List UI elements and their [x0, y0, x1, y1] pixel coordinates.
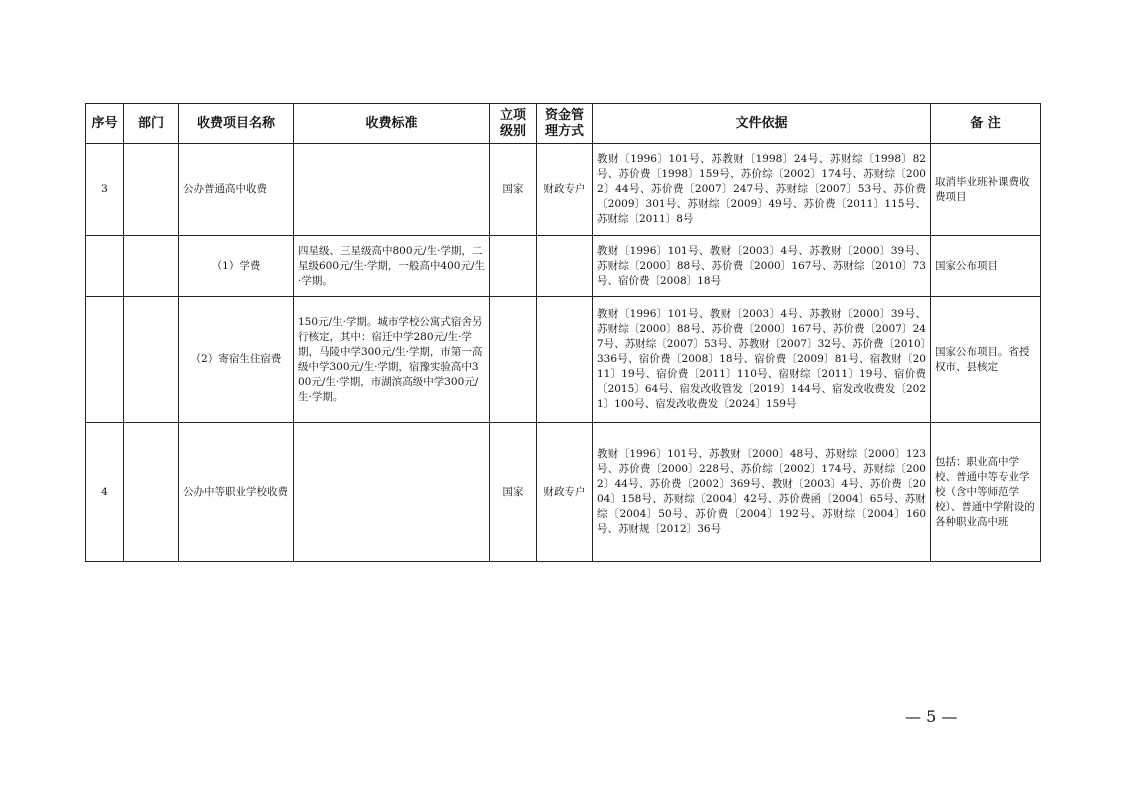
header-row	[86, 104, 1041, 144]
cell-basis: 教财〔1996〕101号、苏教财〔2000〕48号、苏财综〔2000〕123号、苏价费〔2000〕228号、苏价综〔2002〕174号、苏财综〔2002〕44号、苏价费〔2002〕369号、教财〔2003〕4号、苏价费〔2004〕158号、苏财综〔2004〕42号、苏价费函〔2004〕65号、苏财综〔2004〕50号、苏价费〔2004〕192号、苏财综〔2004〕160号、苏财规〔2012〕36号	[593, 423, 931, 562]
cell-item-name: 公办中等职业学校收费	[179, 423, 294, 562]
cell-dept	[124, 236, 179, 297]
cell-fund-mgmt	[537, 236, 593, 297]
cell-dept	[124, 144, 179, 236]
cell-fund-mgmt	[537, 297, 593, 423]
cell-standard	[294, 423, 490, 562]
header-level: 立项级别	[490, 104, 537, 144]
cell-standard	[294, 144, 490, 236]
header-basis: 文件依据	[593, 104, 931, 144]
table-row	[86, 144, 1041, 236]
cell-dept	[124, 423, 179, 562]
cell-seq	[86, 297, 124, 423]
cell-seq: 3	[86, 144, 124, 236]
header-item-name: 收费项目名称	[179, 104, 294, 144]
cell-standard: 四星级、三星级高中800元/生·学期，二星级600元/生·学期，一般高中400元/生·学期。	[294, 236, 490, 297]
header-remark: 备 注	[931, 104, 1041, 144]
cell-standard: 150元/生·学期。城市学校公寓式宿舍另行核定，其中：宿迁中学280元/生·学期，马陵中学300元/生·学期，市第一高级中学300元/生·学期，宿豫实验高中300元/生·学期，市湖滨高级中学300元/生·学期。	[294, 297, 490, 423]
cell-basis: 教财〔1996〕101号、教财〔2003〕4号、苏教财〔2000〕39号、苏财综〔2000〕88号、苏价费〔2000〕167号、苏财综〔2010〕73号、宿价费〔2008〕18号	[593, 236, 931, 297]
header-seq: 序号	[86, 104, 124, 144]
page-number: — 5 —	[905, 707, 958, 726]
cell-level: 国家	[490, 144, 537, 236]
header-dept: 部门	[124, 104, 179, 144]
cell-item-name: （2）寄宿生住宿费	[179, 297, 294, 423]
fee-table	[85, 103, 1041, 562]
cell-seq: 4	[86, 423, 124, 562]
cell-level: 国家	[490, 423, 537, 562]
header-standard: 收费标准	[294, 104, 490, 144]
cell-level	[490, 297, 537, 423]
cell-dept	[124, 297, 179, 423]
cell-seq	[86, 236, 124, 297]
cell-basis: 教财〔1996〕101号、教财〔2003〕4号、苏教财〔2000〕39号、苏财综〔2000〕88号、苏价费〔2000〕167号、苏价费〔2007〕247号、苏财综〔2007〕53号、苏教财〔2007〕32号、苏价费〔2010〕336号、宿价费〔2008〕18号、宿价费〔2009〕81号、宿教财〔2011〕19号、宿价费〔2011〕110号、宿财综〔2011〕19号、宿价费〔2015〕64号、宿发改收管发〔2019〕144号、宿发改收费发〔2021〕100号、宿发改收费发〔2024〕159号	[593, 297, 931, 423]
cell-level	[490, 236, 537, 297]
cell-fund-mgmt: 财政专户	[537, 423, 593, 562]
cell-remark: 国家公布项目	[931, 236, 1041, 297]
cell-item-name: 公办普通高中收费	[179, 144, 294, 236]
cell-fund-mgmt: 财政专户	[537, 144, 593, 236]
table-row	[86, 236, 1041, 297]
table-row	[86, 297, 1041, 423]
cell-remark: 取消毕业班补课费收费项目	[931, 144, 1041, 236]
cell-item-name: （1）学费	[179, 236, 294, 297]
cell-basis: 教财〔1996〕101号、苏教财〔1998〕24号、苏财综〔1998〕82号、苏价费〔1998〕159号、苏价综〔2002〕174号、苏财综〔2002〕44号、苏价费〔2007〕247号、苏财综〔2007〕53号、苏价费〔2009〕301号、苏财综〔2009〕49号、苏价费〔2011〕115号、苏财综〔2011〕8号	[593, 144, 931, 236]
cell-remark: 国家公布项目。省授权市、县核定	[931, 297, 1041, 423]
header-fund-mgmt: 资金管理方式	[537, 104, 593, 144]
table-row	[86, 423, 1041, 562]
cell-remark: 包括：职业高中学校、普通中等专业学校（含中等师范学校）、普通中学附设的各种职业高中班	[931, 423, 1041, 562]
